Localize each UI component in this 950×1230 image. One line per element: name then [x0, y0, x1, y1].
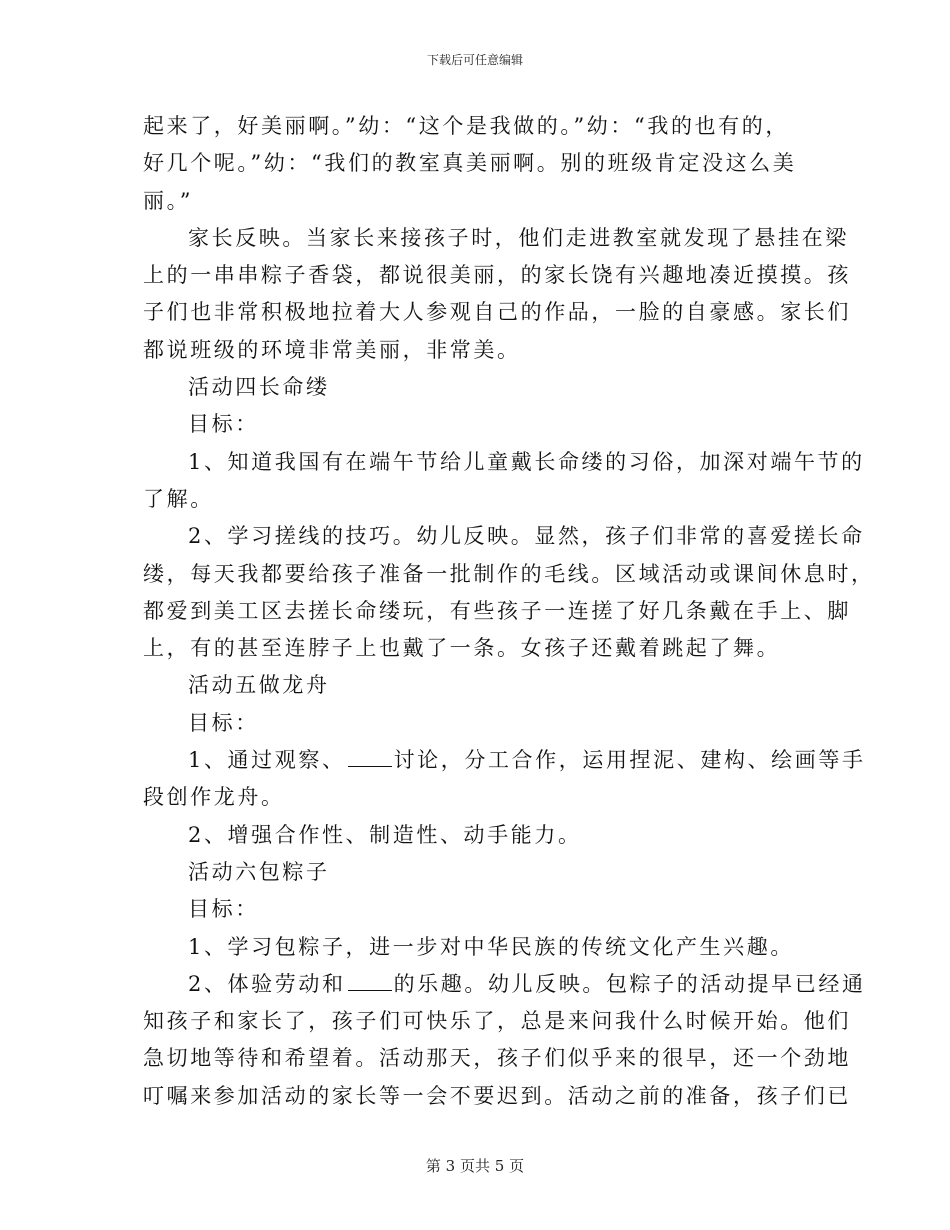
text-fragment: 1、通过观察、 — [188, 748, 346, 773]
text-line: 子们也非常积极地拉着大人参观自己的作品，一脸的自豪感。家长们 — [143, 300, 851, 325]
text-line: 活动六包粽子 — [188, 859, 330, 884]
goal-item — [143, 929, 815, 966]
activity-five-heading — [143, 667, 815, 704]
text-line: 目标： — [188, 412, 259, 437]
text-line: 了解。 — [143, 486, 214, 511]
text-line — [143, 742, 866, 779]
document-body — [143, 108, 875, 1115]
text-fragment: 讨论，分工合作，运用捏泥、建构、绘画等手 — [393, 748, 866, 773]
text-line: 都说班级的环境非常美丽，非常美。 — [143, 337, 521, 362]
goals-label — [143, 891, 815, 928]
text-line: 都爱到美工区去搓长命缕玩，有些孩子一连搓了好几条戴在手上、脚 — [143, 598, 851, 623]
paragraph-parent-feedback — [143, 220, 851, 369]
text-line: 缕，每天我都要给孩子准备一批制作的毛线。区域活动或课间休息时， — [143, 561, 875, 586]
text-line: 家长反映。当家长来接孩子时，他们走进教室就发现了悬挂在梁 — [188, 225, 849, 250]
text-line: 知孩子和家长了，孩子们可快乐了，总是来问我什么时候开始。他们 — [143, 1009, 851, 1034]
activity-four-heading — [143, 369, 815, 406]
text-line: 上，有的甚至连脖子上也戴了一条。女孩子还戴着跳起了舞。 — [143, 636, 781, 661]
activity-six-heading — [143, 854, 815, 891]
page-header: 下载后可任意编辑 — [426, 53, 523, 67]
text-line: 2、学习搓线的技巧。幼儿反映。显然，孩子们非常的喜爱搓长命 — [188, 524, 865, 549]
text-line: 段创作龙舟。 — [143, 785, 285, 810]
text-line: 1、知道我国有在端午节给儿童戴长命缕的习俗，加深对端午节的 — [188, 449, 865, 474]
text-line: 好几个呢。”幼：“我们的教室真美丽啊。别的班级肯定没这么美 — [143, 151, 797, 176]
fill-in-blank — [348, 972, 392, 991]
goal-item — [143, 742, 866, 817]
text-line: 目标： — [188, 710, 259, 735]
text-line: 2、增强合作性、制造性、动手能力。 — [188, 822, 582, 847]
text-line: 丽。” — [143, 188, 194, 213]
goal-item — [143, 966, 866, 1115]
goal-item — [143, 444, 865, 519]
paragraph-dialogue — [143, 108, 815, 220]
goal-item — [143, 518, 875, 667]
text-line: 急切地等待和希望着。活动那天，孩子们似乎来的很早，还一个劲地 — [143, 1046, 851, 1071]
text-line: 1、学习包粽子，进一步对中华民族的传统文化产生兴趣。 — [188, 934, 794, 959]
text-fragment: 的乐趣。幼儿反映。包粽子的活动提早已经通 — [393, 971, 866, 996]
goals-label — [143, 705, 815, 742]
text-line: 起来了，好美丽啊。”幼：“这个是我做的。”幼：“我的也有的， — [143, 114, 789, 138]
goal-item — [143, 817, 815, 854]
text-line: 叮嘱来参加活动的家长等一会不要迟到。活动之前的准备，孩子们已 — [143, 1083, 851, 1108]
text-line — [143, 966, 866, 1003]
text-line: 上的一串串粽子香袋，都说很美丽，的家长饶有兴趣地凑近摸摸。孩 — [143, 263, 851, 288]
text-line: 目标： — [188, 897, 259, 922]
text-line: 活动五做龙舟 — [188, 673, 330, 698]
text-line: 活动四长命缕 — [188, 375, 330, 400]
goals-label — [143, 406, 815, 443]
fill-in-blank — [348, 748, 392, 767]
text-fragment: 2、体验劳动和 — [188, 971, 346, 996]
page-number: 第 3 页共 5 页 — [425, 1157, 525, 1175]
